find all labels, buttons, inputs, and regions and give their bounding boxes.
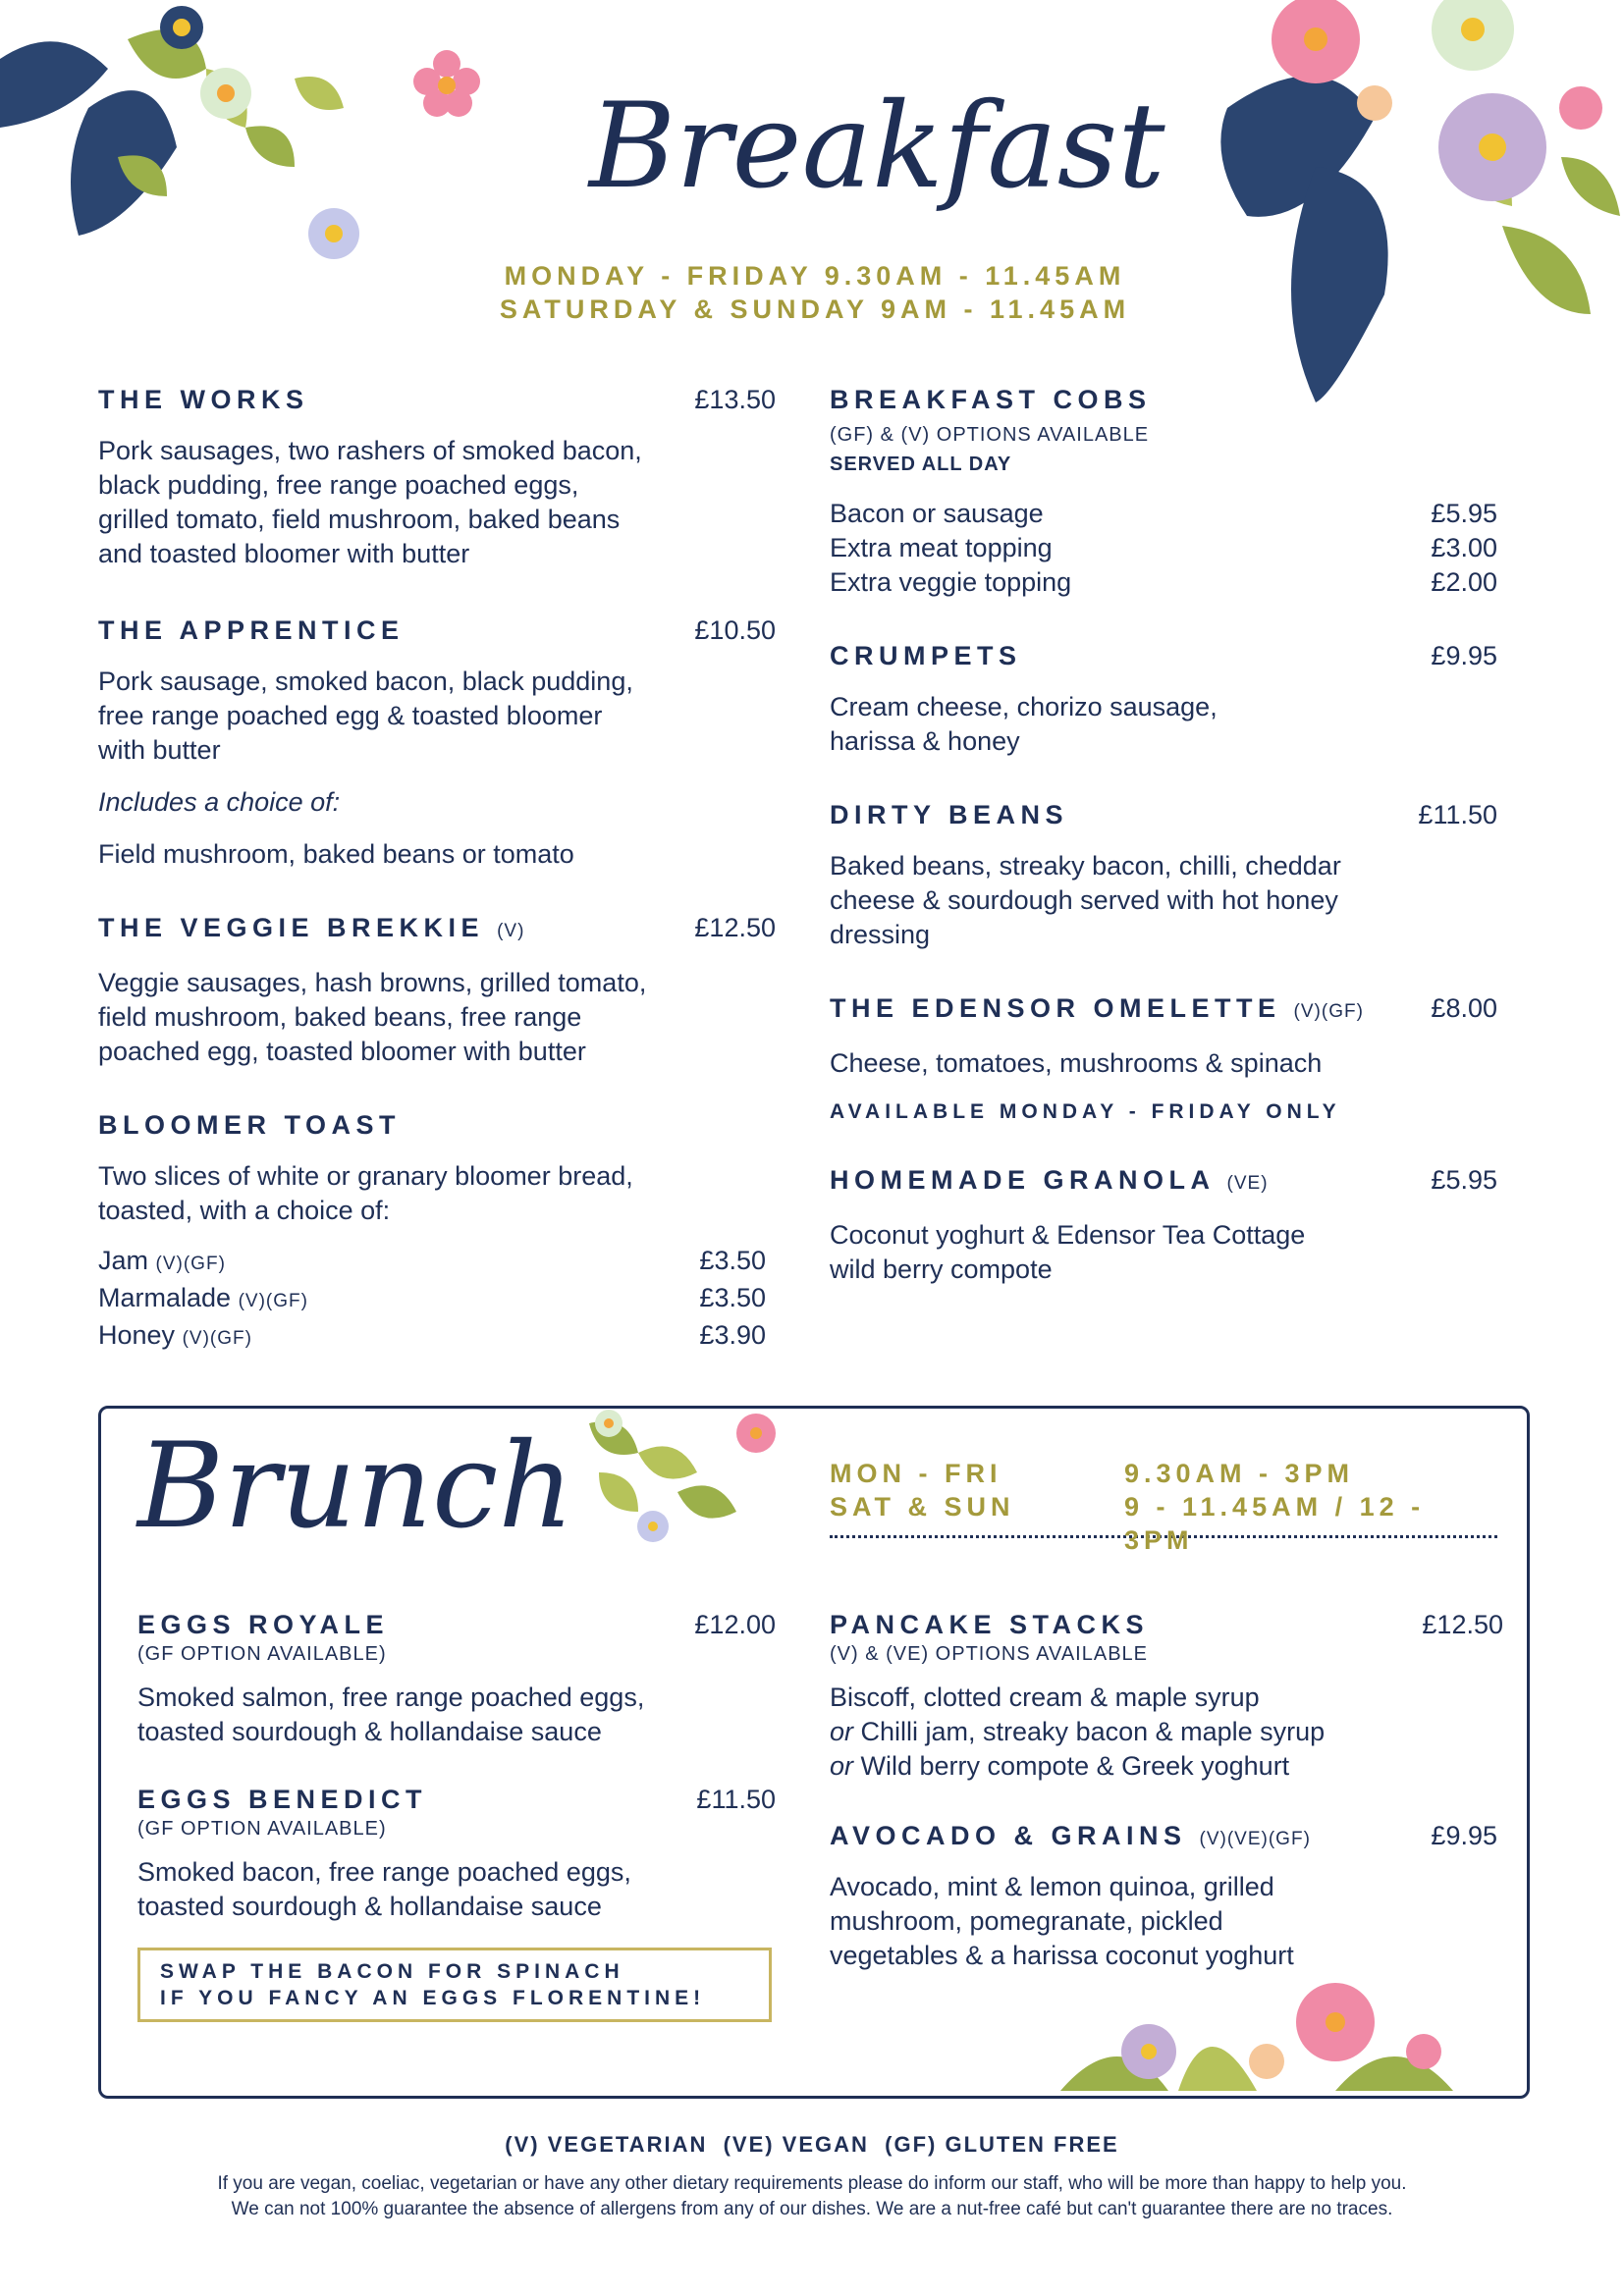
item-description — [830, 1046, 1497, 1081]
option-row — [98, 1244, 766, 1281]
breakfast-hours-weekend: SATURDAY & SUNDAY 9AM - 11.45AM — [499, 294, 1131, 324]
item-name: EGGS BENEDICT — [137, 1785, 428, 1814]
desc-line: Baked beans, streaky bacon, chilli, cheddar — [830, 851, 1341, 881]
diet-tag: (VE) — [1226, 1173, 1269, 1194]
desc-line: mushroom, pomegranate, pickled — [830, 1906, 1223, 1936]
hours-days: MON - FRI — [830, 1459, 1002, 1488]
desc-line — [830, 1749, 1503, 1784]
item-subtitle: (GF OPTION AVAILABLE) — [137, 1643, 387, 1665]
item-description — [98, 966, 776, 1069]
desc-line: field mushroom, baked beans, free range — [98, 1002, 582, 1032]
item-name-text: THE VEGGIE BREKKIE — [98, 913, 485, 942]
item-name — [830, 1819, 1497, 1856]
or-word: or — [830, 1751, 854, 1781]
option-label: Bacon or sausage — [830, 499, 1044, 528]
breakfast-left-column — [98, 383, 776, 1356]
breakfast-right-column — [830, 383, 1497, 1287]
menu-item-breakfast-cobs — [830, 383, 1497, 600]
item-name-text: HOMEMADE GRANOLA — [830, 1165, 1215, 1195]
item-price: £11.50 — [696, 1785, 776, 1814]
florentine-callout — [137, 1948, 772, 2022]
option-price: £3.00 — [1431, 533, 1497, 562]
desc-line: Pork sausages, two rashers of smoked bacon, — [98, 436, 642, 465]
item-subtitle: (V) & (VE) OPTIONS AVAILABLE — [830, 1643, 1149, 1665]
item-price: £12.00 — [694, 1610, 776, 1639]
item-price: £11.50 — [1418, 800, 1497, 829]
breakfast-hours — [422, 259, 1208, 326]
desc-line: Cream cheese, chorizo sausage, — [830, 692, 1218, 721]
item-description — [137, 1855, 776, 1924]
option-label: Jam — [98, 1246, 149, 1275]
option-row — [98, 1281, 766, 1318]
option-price: £3.90 — [699, 1320, 766, 1350]
desc-line: Smoked bacon, free range poached eggs, — [137, 1857, 631, 1887]
item-description — [98, 1159, 776, 1228]
item-name: DIRTY BEANS — [830, 800, 1069, 829]
menu-item-the-apprentice — [98, 614, 776, 872]
availability-note: AVAILABLE MONDAY - FRIDAY ONLY — [830, 1100, 1341, 1123]
desc-line: wild berry compote — [830, 1255, 1053, 1284]
hours-days: SAT & SUN — [830, 1492, 1015, 1522]
option-label: Extra meat topping — [830, 533, 1053, 562]
item-name — [830, 1163, 1497, 1201]
item-description — [830, 690, 1497, 759]
menu-item-pancake-stacks — [830, 1608, 1503, 1784]
item-name: BLOOMER TOAST — [98, 1110, 402, 1140]
desc-line: Smoked salmon, free range poached eggs, — [137, 1682, 645, 1712]
option-row — [830, 565, 1497, 600]
menu-item-the-works — [98, 383, 776, 571]
menu-item-bloomer-toast — [98, 1108, 776, 1356]
desc-line: toasted, with a choice of: — [98, 1196, 391, 1225]
choice-label: Includes a choice of: — [98, 787, 341, 817]
item-description — [98, 434, 776, 571]
diet-tag: (V) — [497, 921, 525, 941]
desc-line: Avocado, mint & lemon quinoa, grilled — [830, 1872, 1274, 1901]
item-price: £12.50 — [694, 913, 776, 942]
breakfast-title: Breakfast — [589, 79, 1165, 215]
menu-item-eggs-royale — [137, 1608, 776, 1749]
item-description — [98, 665, 776, 768]
floral-top-right-decoration — [1208, 0, 1624, 432]
hours-time: 9 - 11.45AM / 12 - 3PM — [1124, 1492, 1426, 1555]
option-price: £3.50 — [699, 1246, 766, 1275]
item-name: THE APPRENTICE — [98, 615, 405, 645]
menu-item-dirty-beans — [830, 798, 1497, 952]
item-price: £9.95 — [1431, 641, 1497, 670]
diet-tag: (V)(VE)(GF) — [1199, 1829, 1311, 1849]
desc-line: cheese & sourdough served with hot honey — [830, 885, 1338, 915]
desc-line: poached egg, toasted bloomer with butter — [98, 1037, 586, 1066]
desc-line: free range poached egg & toasted bloomer — [98, 701, 603, 730]
desc-line: with butter — [98, 735, 221, 765]
menu-item-edensor-omelette — [830, 991, 1497, 1124]
desc-line: harissa & honey — [830, 726, 1020, 756]
item-name — [830, 991, 1497, 1029]
desc-line: Biscoff, clotted cream & maple syrup — [830, 1682, 1260, 1712]
pink-flower-top-left-icon — [407, 44, 486, 123]
desc-line: black pudding, free range poached eggs, — [98, 470, 579, 500]
desc-line: grilled tomato, field mushroom, baked beans — [98, 505, 621, 534]
brunch-hours — [830, 1457, 1497, 1555]
option-price: £3.50 — [699, 1283, 766, 1312]
item-description — [830, 1870, 1497, 1973]
brunch-left-column — [137, 1608, 776, 2022]
desc-line: Pork sausage, smoked bacon, black pudding, — [98, 667, 633, 696]
hours-time: 9.30AM - 3PM — [1124, 1459, 1355, 1488]
item-name: EGGS ROYALE — [137, 1610, 390, 1639]
or-word: or — [830, 1717, 854, 1746]
desc-line: toasted sourdough & hollandaise sauce — [137, 1892, 602, 1921]
diet-tag: (V)(GF) — [238, 1291, 308, 1311]
desc-line: Coconut yoghurt & Edensor Tea Cottage — [830, 1220, 1306, 1250]
item-name: BREAKFAST COBS — [830, 385, 1152, 414]
diet-tag: (V)(GF) — [182, 1328, 252, 1349]
desc-line: Two slices of white or granary bloomer bread, — [98, 1161, 633, 1191]
option-price: £5.95 — [1431, 499, 1497, 528]
item-price: £12.50 — [1422, 1610, 1503, 1639]
option-row — [98, 1318, 766, 1356]
item-subtitle: (GF OPTION AVAILABLE) — [137, 1818, 387, 1840]
option-label: Marmalade — [98, 1283, 232, 1312]
brunch-hours-row — [830, 1457, 1497, 1490]
option-label: Extra veggie topping — [830, 567, 1072, 597]
dietary-note: If you are vegan, coeliac, vegetarian or have any other dietary requirements please do inform our staff, who will be more than happy to help you. — [217, 2173, 1407, 2194]
allergen-note: We can not 100% guarantee the absence of allergens from any of our dishes. We are a nut-free café but can't guarantee there are no traces. — [231, 2199, 1393, 2219]
item-name — [98, 911, 776, 948]
item-price: £10.50 — [694, 615, 776, 645]
desc-line: Veggie sausages, hash browns, grilled tomato, — [98, 968, 647, 997]
item-price: £13.50 — [694, 385, 776, 414]
desc-line: dressing — [830, 920, 931, 949]
desc-text: Chilli jam, streaky bacon & maple syrup — [853, 1717, 1326, 1746]
brunch-right-column — [830, 1608, 1503, 1973]
floral-top-left-decoration — [0, 0, 412, 294]
item-name-text: AVOCADO & GRAINS — [830, 1821, 1187, 1850]
desc-line: toasted sourdough & hollandaise sauce — [137, 1717, 602, 1746]
item-description — [830, 1218, 1497, 1287]
callout-line: SWAP THE BACON FOR SPINACH — [160, 1960, 624, 1983]
desc-line: vegetables & a harissa coconut yoghurt — [830, 1941, 1294, 1970]
item-description — [137, 1681, 776, 1749]
menu-item-avocado-grains — [830, 1819, 1497, 1973]
option-row — [830, 531, 1497, 565]
item-price: £5.95 — [1431, 1165, 1497, 1195]
item-name: PANCAKE STACKS — [830, 1610, 1150, 1639]
diet-tag: (V)(GF) — [155, 1254, 226, 1274]
breakfast-hours-weekday: MONDAY - FRIDAY 9.30AM - 11.45AM — [504, 261, 1126, 291]
item-subtitle: (GF) & (V) OPTIONS AVAILABLE — [830, 424, 1150, 446]
menu-item-crumpets — [830, 639, 1497, 759]
menu-item-homemade-granola — [830, 1163, 1497, 1287]
item-price: £9.95 — [1431, 1821, 1497, 1850]
item-name-text: THE EDENSOR OMELETTE — [830, 993, 1281, 1023]
option-price: £2.00 — [1431, 567, 1497, 597]
brunch-title: Brunch — [137, 1418, 574, 1555]
desc-text: Wild berry compote & Greek yoghurt — [853, 1751, 1290, 1781]
choice-text: Field mushroom, baked beans or tomato — [98, 839, 574, 869]
cobs-options — [830, 497, 1497, 600]
callout-line: IF YOU FANCY AN EGGS FLORENTINE! — [160, 1987, 706, 2009]
menu-item-eggs-benedict — [137, 1783, 776, 1924]
item-description — [830, 1681, 1503, 1784]
item-name: CRUMPETS — [830, 641, 1022, 670]
desc-line: and toasted bloomer with butter — [98, 539, 470, 568]
menu-item-veggie-brekkie — [98, 911, 776, 1069]
item-availability: SERVED ALL DAY — [830, 454, 1012, 475]
brunch-hours-row — [830, 1490, 1497, 1555]
item-description — [830, 849, 1497, 952]
option-label: Honey — [98, 1320, 176, 1350]
toast-options — [98, 1244, 766, 1356]
item-price: £8.00 — [1431, 993, 1497, 1023]
desc-line: Cheese, tomatoes, mushrooms & spinach — [830, 1048, 1323, 1078]
dietary-legend: (V) VEGETARIAN (VE) VEGAN (GF) GLUTEN FREE — [505, 2132, 1119, 2157]
item-name: THE WORKS — [98, 385, 309, 414]
desc-line — [830, 1715, 1503, 1749]
option-row — [830, 497, 1497, 531]
diet-tag: (V)(GF) — [1293, 1001, 1364, 1022]
